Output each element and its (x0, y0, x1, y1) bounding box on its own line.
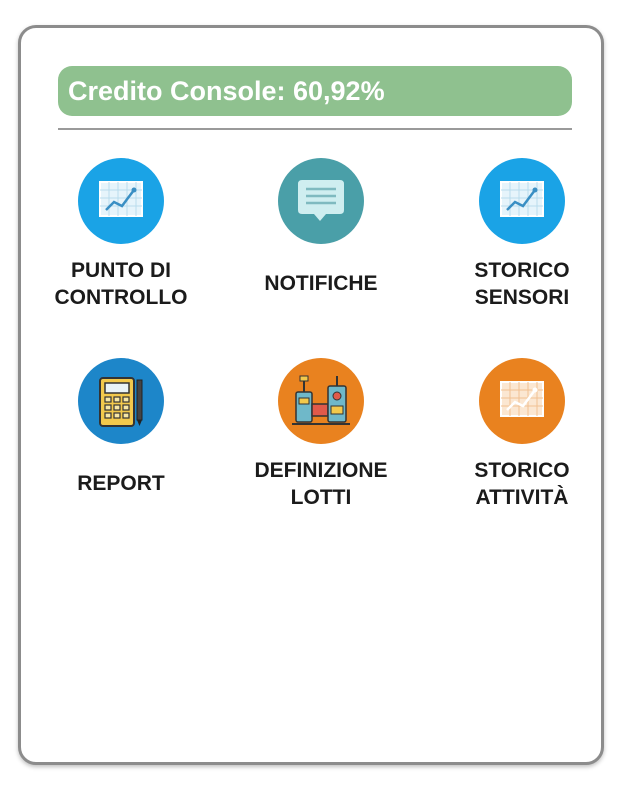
chart-icon (479, 158, 565, 244)
credit-text: Credito Console: 60,92% (68, 76, 385, 106)
tile-label: REPORT (77, 472, 165, 495)
tile-punto-di-controllo[interactable] (31, 158, 211, 328)
dashboard-card (18, 25, 604, 765)
tile-notifiche[interactable] (231, 158, 411, 328)
tile-label: NOTIFICHE (264, 272, 378, 295)
tile-storico-attivita[interactable] (432, 358, 612, 528)
tile-label: STORICO SENSORI (474, 259, 570, 309)
divider (58, 128, 572, 130)
tile-label: DEFINIZIONE LOTTI (254, 459, 388, 509)
chart-icon (78, 158, 164, 244)
chart-icon (479, 358, 565, 444)
tile-storico-sensori[interactable] (432, 158, 612, 328)
tile-label: STORICO ATTIVITÀ (474, 459, 570, 509)
tile-report[interactable] (31, 358, 211, 528)
tile-label: PUNTO DI CONTROLLO (54, 259, 188, 309)
credit-status-bar (58, 66, 572, 116)
tile-definizione-lotti[interactable] (231, 358, 411, 528)
calculator-icon (78, 358, 164, 444)
message-icon (278, 158, 364, 244)
machinery-icon (278, 358, 364, 444)
